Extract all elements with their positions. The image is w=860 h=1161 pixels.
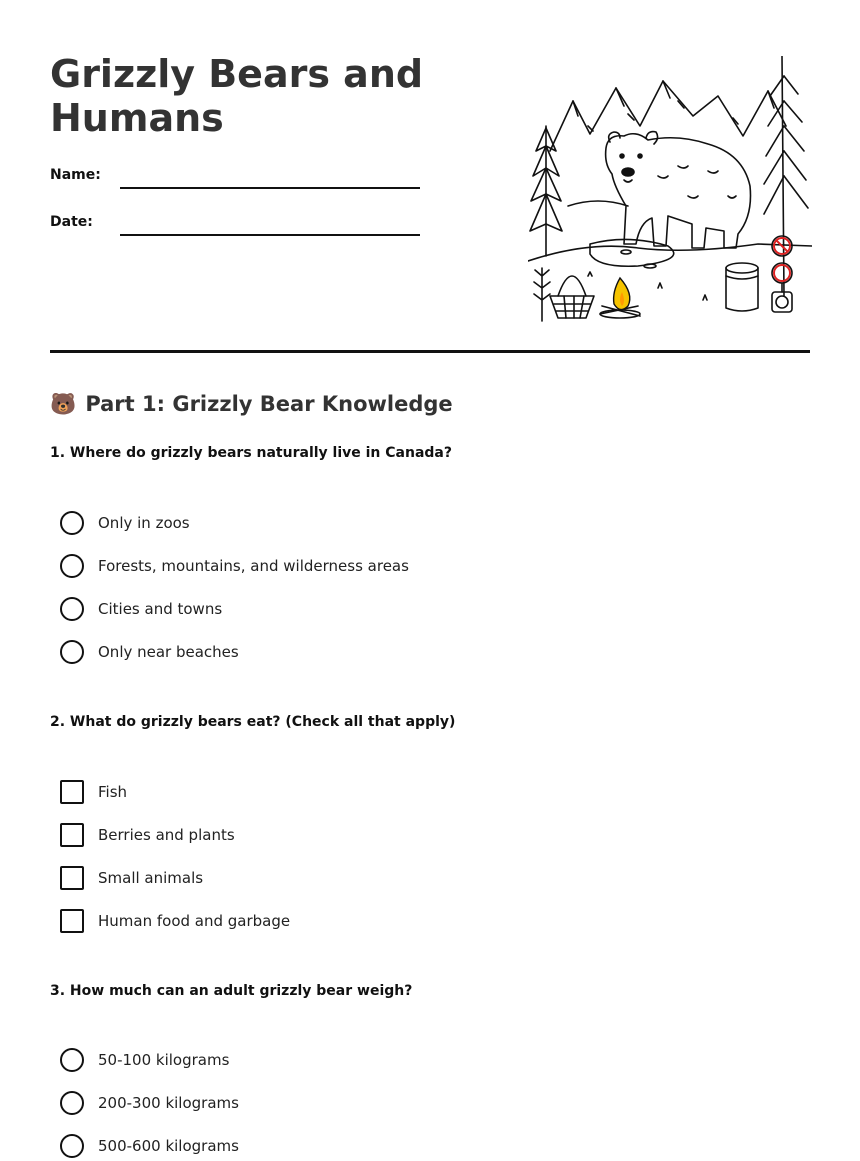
name-field[interactable] xyxy=(50,167,420,191)
section-title-text: Part 1: Grizzly Bear Knowledge xyxy=(85,392,453,416)
question-1: 1. Where do grizzly bears naturally live in Canada? xyxy=(50,445,453,461)
question-3: 3. How much can an adult grizzly bear weigh? xyxy=(50,983,413,999)
bear-icon: 🐻 xyxy=(50,392,77,416)
radio-button[interactable] xyxy=(60,597,84,621)
date-label: Date: xyxy=(50,214,93,230)
bear-campsite-illustration xyxy=(528,56,812,326)
radio-button[interactable] xyxy=(60,1091,84,1115)
date-line[interactable] xyxy=(120,234,420,236)
date-field[interactable] xyxy=(50,214,420,238)
radio-button[interactable] xyxy=(60,511,84,535)
checkbox[interactable] xyxy=(60,823,84,847)
radio-button[interactable] xyxy=(60,1048,84,1072)
radio-button[interactable] xyxy=(60,640,84,664)
section-title xyxy=(50,390,453,418)
worksheet-title: Grizzly Bears and Humans xyxy=(50,52,424,140)
name-line[interactable] xyxy=(120,187,420,189)
header-divider xyxy=(50,350,810,353)
radio-button[interactable] xyxy=(60,554,84,578)
checkbox[interactable] xyxy=(60,780,84,804)
question-2: 2. What do grizzly bears eat? (Check all that apply) xyxy=(50,714,456,730)
name-label: Name: xyxy=(50,167,101,183)
checkbox[interactable] xyxy=(60,909,84,933)
radio-button[interactable] xyxy=(60,1134,84,1158)
checkbox[interactable] xyxy=(60,866,84,890)
